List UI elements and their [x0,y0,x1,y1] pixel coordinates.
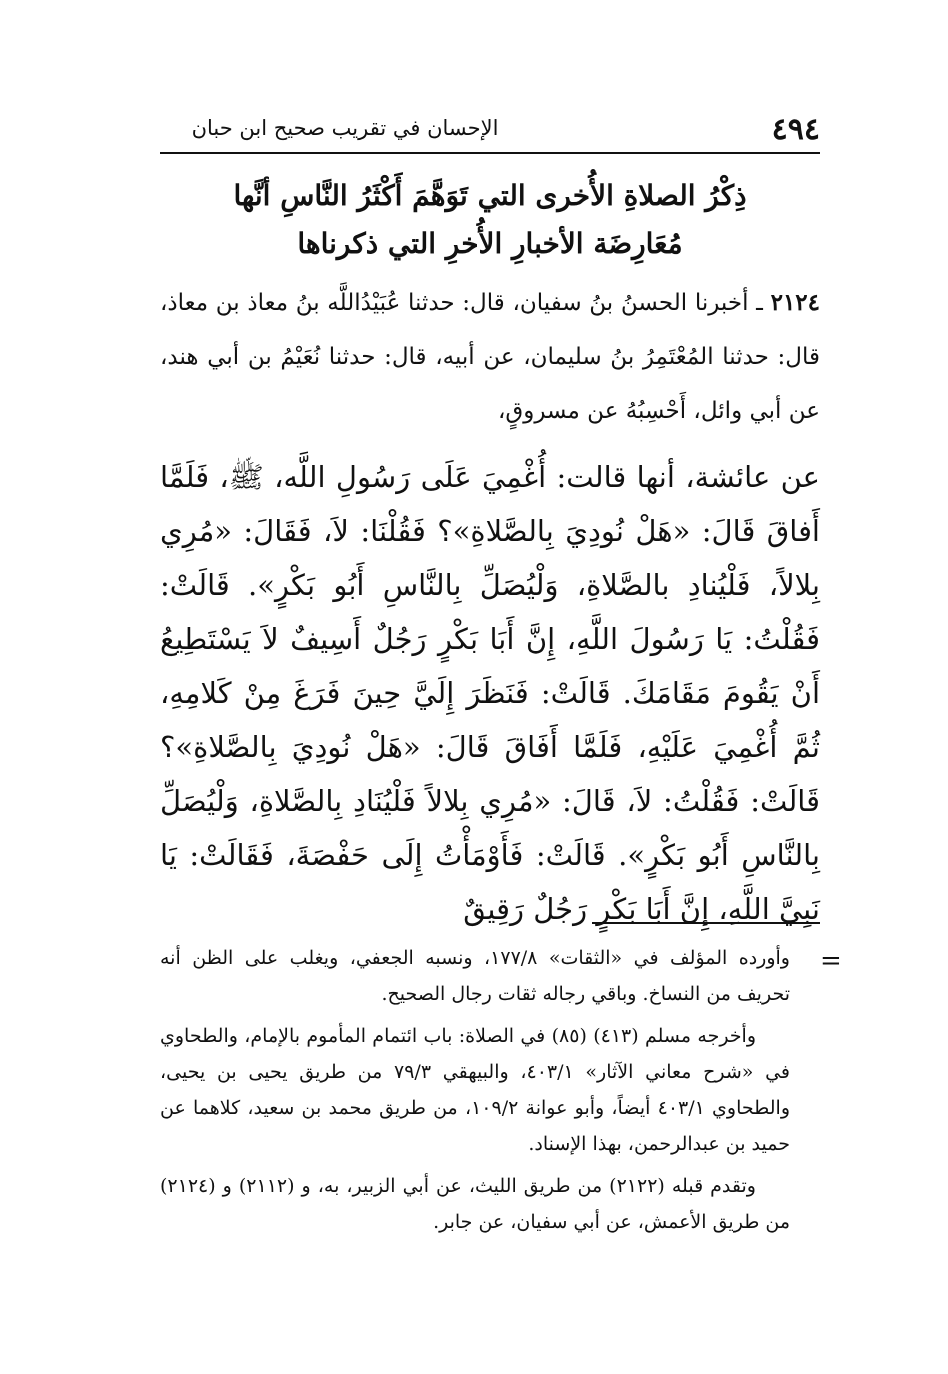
isnad-text: ـ أخبرنا الحسنُ بنُ سفيان، قال: حدثنا عُبَيْدُاللَّه بنُ معاذ بن معاذ، قال: حدثنا المُعْتَمِرُ بنُ سليمان، عن أبيه، قال: حدثنا نُعَيْمُ بن أبي هند، عن أبي وائل، أَحْسِبُهُ عن مسروقٍ، [160,290,820,424]
footnote-paragraph-2: وأخرجه مسلم (٤١٣) (٨٥) في الصلاة: باب ائتمام المأموم بالإمام، والطحاوي في «شرح معاني الآثار» ٤٠٣/١، والبيهقي ٧٩/٣ من طريق يحيى بن يحيى، والطحاوي ٤٠٣/١ أيضاً، وأبو عوانة ١٠٩/٢، من طريق محمد بن سعيد، كلاهما عن حميد بن عبدالرحمن، بهذا الإسناد. [160,1025,790,1155]
hadith-number: ٢١٢٤ [770,289,821,316]
footnotes [160,940,790,1246]
footnote-paragraph-3: وتقدم قبله (٢١٢٢) من طريق الليث، عن أبي الزبير، به، و (٢١١٢) و (٢١٢٤) من طريق الأعمش، عن أبي سفيان، عن جابر. [160,1175,790,1233]
section-title [160,172,820,268]
hadith-matn: عن عائشة، أنها قالت: أُغْمِيَ عَلَى رَسُولِ اللَّه، ﷺ، فَلَمَّا أَفاقَ قَالَ: «هَلْ نُودِيَ بِالصَّلاةِ»؟ فَقُلْنَا: لاَ، فَقَالَ: «مُرِي بِلالاً، فَلْيُنادِ بالصَّلاةِ، وَلْيُصَلِّ بِالنَّاسِ أَبُو بَكْرٍ». قَالَتْ: فَقُلْتُ: يَا رَسُولَ اللَّهِ، إِنَّ أَبَا بَكْرٍ رَجُلٌ أَسِيفٌ لاَ يَسْتَطِيعُ أَنْ يَقُومَ مَقَامَكَ. قَالَتْ: فَنَظَرَ إِلَيَّ حِينَ فَرَغَ مِنْ كَلامِهِ، ثُمَّ أُغْمِيَ عَلَيْهِ، فَلَمَّا أَفَاقَ قَالَ: «هَلْ نُودِيَ بِالصَّلاةِ»؟ قَالَتْ: فَقُلْتُ: لاَ، قَالَ: «مُرِي بِلالاً فَلْيُنَادِ بِالصَّلاةِ، وَلْيُصَلِّ بِالنَّاسِ أَبُو بَكْرٍ». قَالَتْ: فَأَوْمَأْتُ إِلَى حَفْصَةَ، فَقَالَتْ: يَا نَبِيَّ اللَّهِ، إِنَّ أَبَا بَكْرٍ رَجُلٌ رَقِيقٌ [160,460,820,926]
footnote-continuation-mark: = [820,946,842,976]
footnote-divider [592,922,820,924]
footnote-paragraph-1: وأورده المؤلف في «الثقات» ١٧٧/٨، ونسبه الجعفي، ويغلب على الظن أنه تحريف من النساخ. وباقي رجاله ثقات رجال الصحيح. [160,947,790,1005]
section-title-line-1: ذِكْرُ الصلاةِ الأُخرى التي تَوَهَّمَ أَكْثَرُ النَّاسِ أنَّها [233,179,747,212]
page-number: ٤٩٤ [771,112,820,147]
hadith-isnad [160,276,820,438]
running-title: الإحسان في تقريب صحيح ابن حبان [191,116,499,140]
page-header [160,108,820,148]
header-divider [160,152,820,154]
section-title-line-2: مُعَارِضَة الأخبارِ الأُخرِ التي ذكرناها [297,227,683,260]
